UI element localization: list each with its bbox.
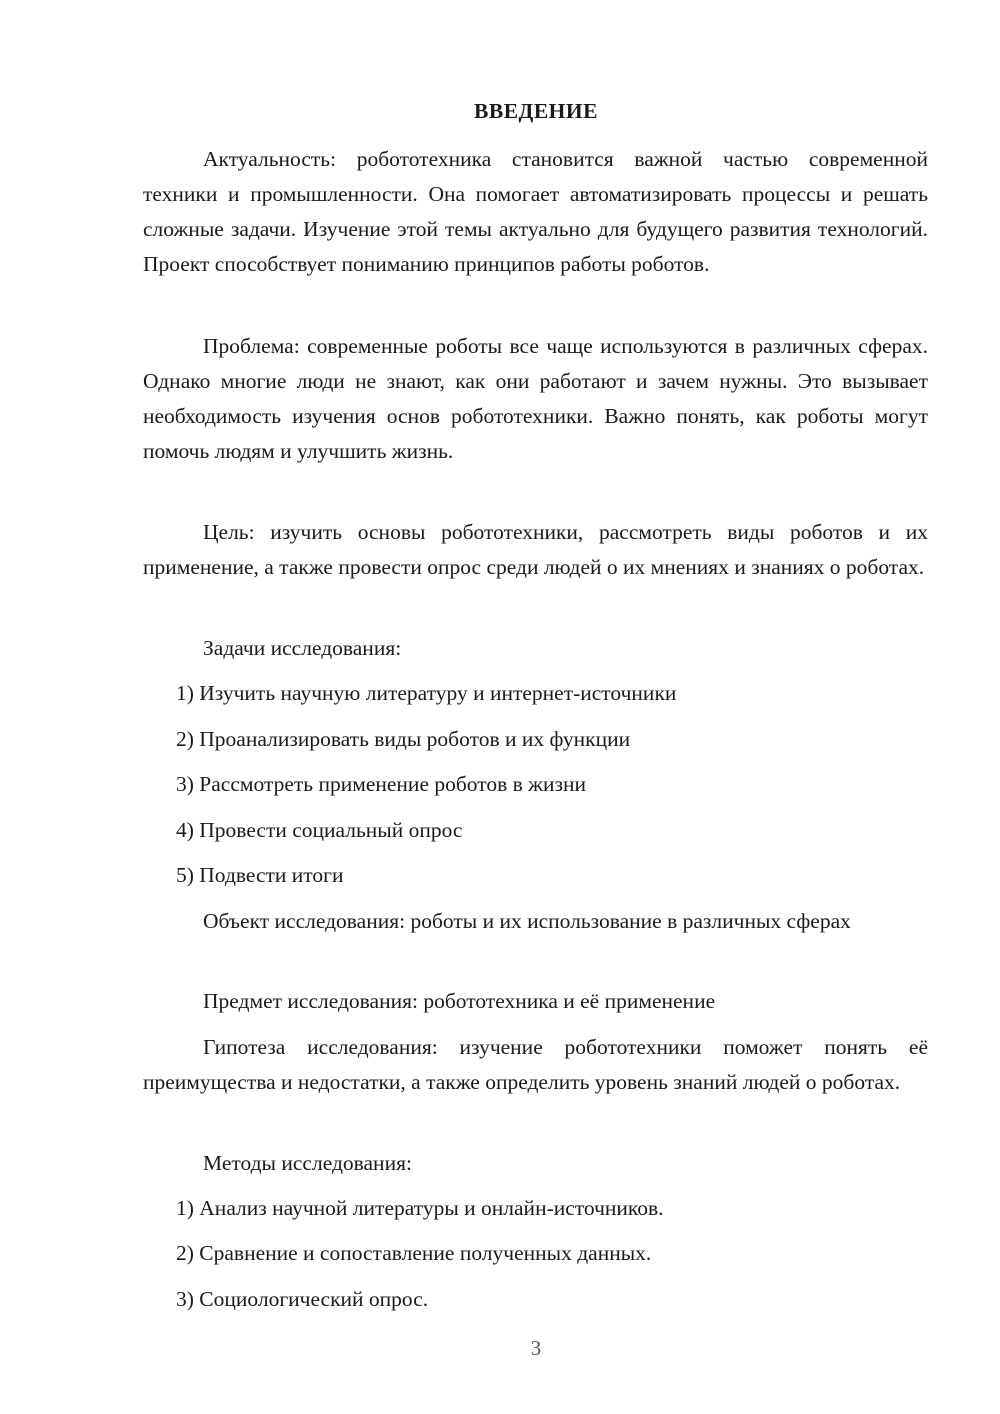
methods-heading: Методы исследования: (203, 1151, 412, 1175)
task-item-3: 3) Рассмотреть применение роботов в жизни (176, 772, 587, 796)
task-item-1: 1) Изучить научную литературу и интернет-источники (176, 681, 677, 705)
task-item-2: 2) Проанализировать виды роботов и их функции (176, 727, 631, 751)
method-item-3: 3) Социологический опрос. (176, 1287, 429, 1311)
object-paragraph: Объект исследования: роботы и их использование в различных сферах (203, 909, 851, 933)
page-title: ВВЕДЕНИЕ (474, 99, 598, 123)
method-item-2: 2) Сравнение и сопоставление полученных данных. (176, 1241, 652, 1265)
task-item-5: 5) Подвести итоги (176, 863, 344, 887)
method-item-1: 1) Анализ научной литературы и онлайн-источников. (176, 1196, 664, 1220)
subject-paragraph: Предмет исследования: робототехника и её применение (203, 989, 716, 1013)
task-item-4: 4) Провести социальный опрос (176, 818, 463, 842)
tasks-heading: Задачи исследования: (203, 636, 402, 660)
goal-paragraph: Цель: изучить основы робототехники, рассмотреть виды роботов и их применение, а также провести опрос среди людей о их мнениях и знаниях о роботах. (143, 520, 928, 579)
relevance-paragraph: Актуальность: робототехника становится важной частью современной техники и промышленности. Она помогает автоматизировать процессы и решать сложные задачи. Изучение этой темы актуально для будущего развития технологий. Проект способствует пониманию принципов работы роботов. (143, 147, 928, 276)
hypothesis-paragraph: Гипотеза исследования: изучение робототехники поможет понять её преимущества и недостатки, а также определить уровень знаний людей о роботах. (143, 1035, 928, 1094)
problem-paragraph: Проблема: современные роботы все чаще используются в различных сферах. Однако многие люди не знают, как они работают и зачем нужны. Это вызывает необходимость изучения основ робототехники. Важно понять, как роботы могут помочь людям и улучшить жизнь. (143, 334, 928, 463)
page-number: 3 (530, 1336, 542, 1360)
